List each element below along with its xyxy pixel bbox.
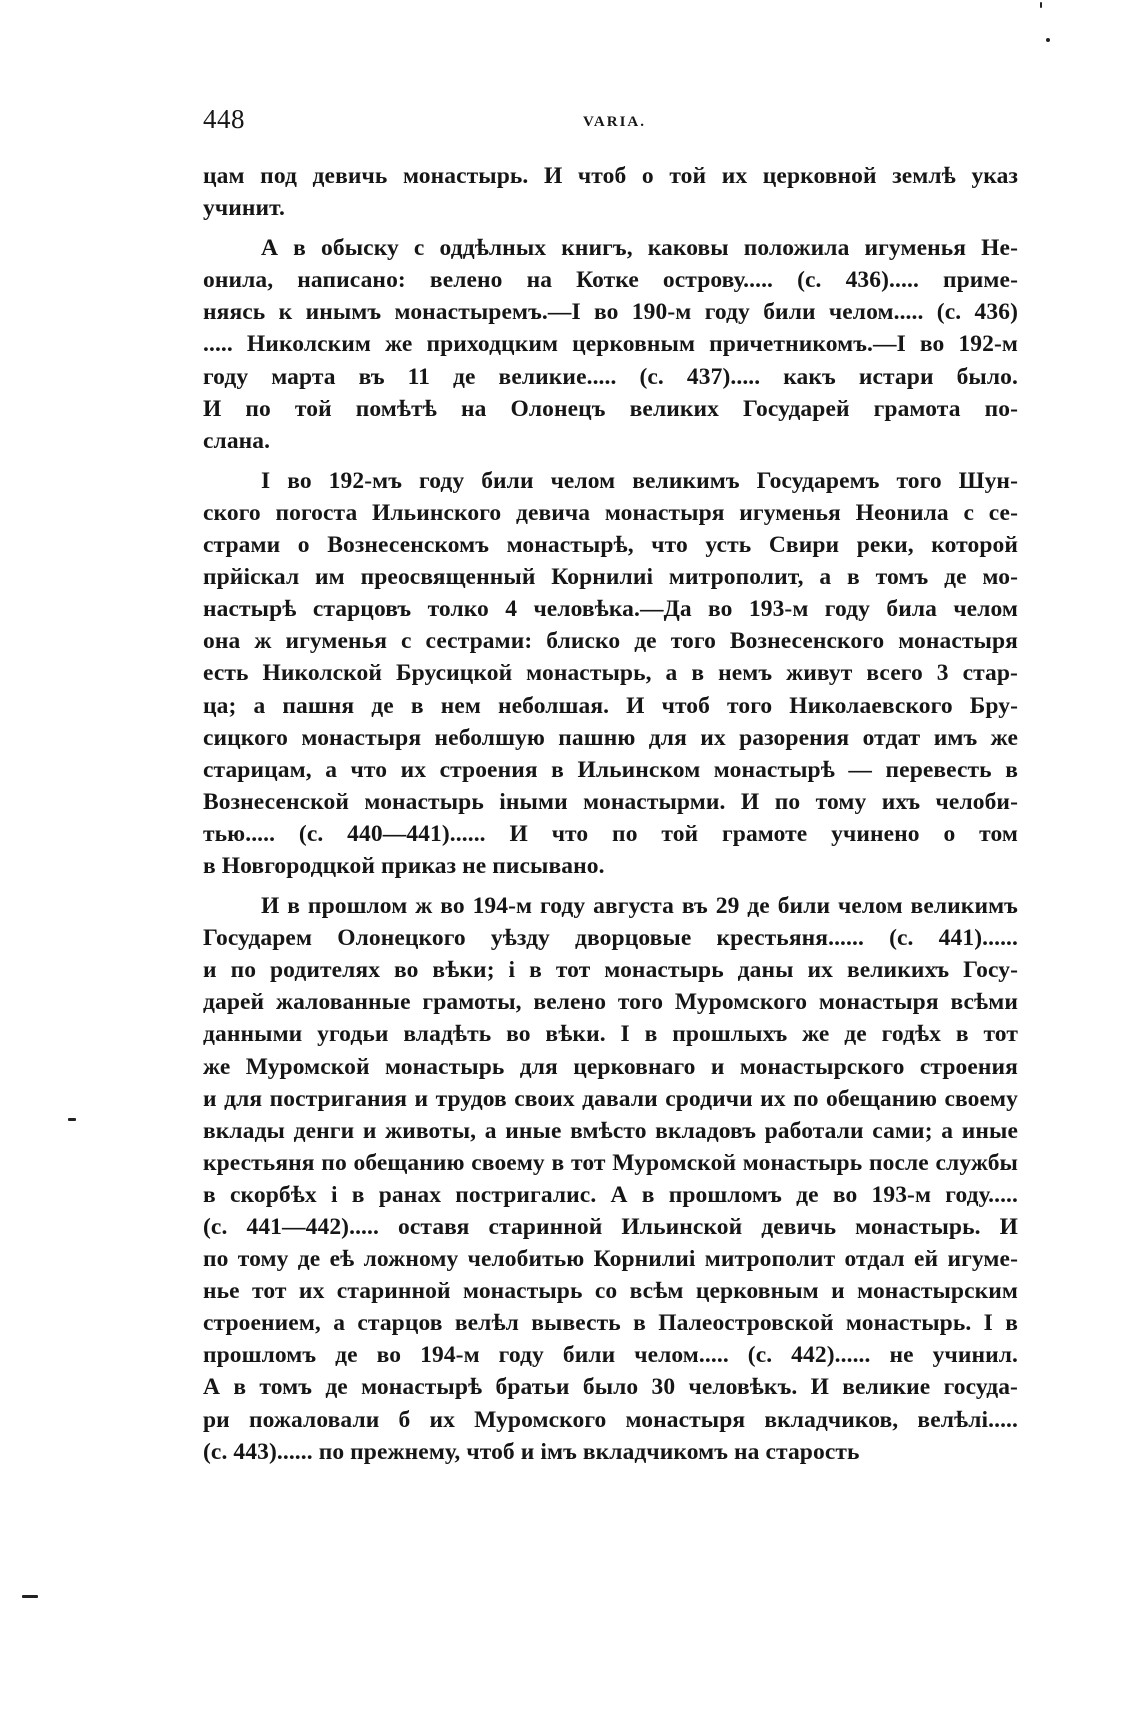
text-line: няясь к инымъ монастыремъ.—І во 190-м году били челом..... (с. 436) [203, 299, 1018, 326]
text-line: прошломъ де во 194-м году били челом..... (с. 442)...... не учинил. [203, 1342, 1018, 1369]
text-line: есть Николской Брусицкой монастырь, а в немъ живут всего 3 стар- [203, 660, 1018, 687]
text-line: А в томъ де монастырѣ братьи было 30 человѣкъ. И великие госуда- [203, 1374, 1018, 1401]
text-line: в скорбѣх і в ранах постригалис. А в прошломъ де во 193-м году..... [203, 1181, 1018, 1208]
text-line: году марта въ 11 де великие..... (с. 437)..... какъ истари было. [203, 363, 1018, 390]
paragraph-gap [203, 457, 1018, 465]
text-line: І во 192-мъ году били челом великимъ Государемъ того Шун- [261, 467, 1018, 494]
body-text [203, 160, 1018, 1468]
text-line: сицкого монастыря неболшую пашню для их разорения отдат имъ же [203, 724, 1018, 751]
text-line: Вознесенской монастырь іными монастырми. И по тому ихъ челоби- [203, 788, 1018, 815]
text-line: настырѣ старцовъ толко 4 человѣка.—Да во 193-м году била челом [203, 596, 1018, 623]
text-line: А в обыску с оддѣлных книгъ, каковы положила игуменья Не- [261, 235, 1018, 262]
running-title: VARIA. [583, 114, 646, 130]
text-line: ца; а пашня де в нем неболшая. И чтоб того Николаевского Бру- [203, 692, 1018, 719]
text-line: И по той помѣтѣ на Олонецъ великих Государей грамота по- [203, 395, 1018, 422]
text-line: тью..... (с. 440—441)...... И что по той грамоте учинено о том [203, 820, 1018, 847]
scan-speck [1046, 38, 1050, 42]
paragraph-gap [203, 224, 1018, 232]
text-line: онила, написано: велено на Котке острову..... (с. 436)..... приме- [203, 267, 1018, 294]
text-line: старицам, а что их строения в Ильинском монастырѣ — перевесть в [203, 756, 1018, 783]
page-number: 448 [203, 104, 245, 134]
text-line: прйіскал им преосвященный Корнилиі митрополит, а в томъ де мо- [203, 564, 1018, 591]
text-line: вклады денги и животы, а иные вмѣсто вкладовъ работали сами; а иные [203, 1117, 1018, 1144]
running-head [203, 104, 1018, 144]
text-line: И в прошлом ж во 194-м году августа въ 29 де били челом великимъ [261, 893, 1018, 920]
text-line: учинит. [203, 195, 285, 222]
text-line: крестьяня по обещанию своему в тот Муромской монастырь после службы [203, 1149, 1018, 1176]
text-line: нье тот их старинной монастырь со всѣм церковным и монастырским [203, 1278, 1018, 1305]
scan-speck [1040, 2, 1042, 8]
paragraph [203, 465, 1018, 882]
text-line: строением, а старцов велѣл вывесть в Палеостровской монастырь. І в [203, 1310, 1018, 1337]
text-line: дарей жалованные грамоты, велено того Муромского монастыря всѣми [203, 989, 1018, 1016]
text-line: и для постригания и трудов своих давали сродичи их по обещанию своему [203, 1085, 1018, 1112]
text-line: по тому де еѣ ложному челобитью Корнилиі митрополит отдал ей игуме- [203, 1246, 1018, 1273]
paragraph-gap [203, 882, 1018, 890]
text-line: ..... Николским же приходцким церковным причетникомъ.—І во 192-м [203, 331, 1018, 358]
text-line: она ж игуменья с сестрами: блиско де того Вознесенского монастыря [203, 628, 1018, 655]
text-line: Государем Олонецкого уѣзду дворцовые крестьяня...... (с. 441)...... [203, 925, 1018, 952]
text-line: страми о Вознесенскомъ монастырѣ, что усть Свири реки, которой [203, 532, 1018, 559]
text-line: в Новгородцкой приказ не писывано. [203, 852, 605, 879]
text-line: же Муромской монастырь для церковнаго и монастырского строения [203, 1053, 1018, 1080]
paragraph [203, 232, 1018, 457]
text-line: цам под девичь монастырь. И чтоб о той их церковной землѣ указ [203, 163, 1018, 189]
text-line: и по родителях во вѣки; і в тот монастырь даны их великихъ Госу- [203, 957, 1018, 984]
text-line: ского погоста Ильинского девича монастыря игуменья Неонила с се- [203, 499, 1018, 526]
scan-speck [68, 1118, 76, 1121]
paragraph [203, 890, 1018, 1468]
text-line: (с. 443)...... по прежнему, чтоб и імъ вкладчикомъ на старость [203, 1438, 860, 1465]
scan-speck [22, 1595, 38, 1598]
paragraph [203, 160, 1018, 224]
text-line: слана. [203, 427, 271, 454]
text-line: (с. 441—442)..... оставя старинной Ильинской девичь монастырь. И [203, 1214, 1018, 1240]
text-line: данными угодьи владѣть во вѣки. І в прошлыхъ же де годѣх в тот [203, 1021, 1018, 1048]
text-line: ри пожаловали б их Муромского монастыря вкладчиков, велѣлі..... [203, 1406, 1018, 1433]
